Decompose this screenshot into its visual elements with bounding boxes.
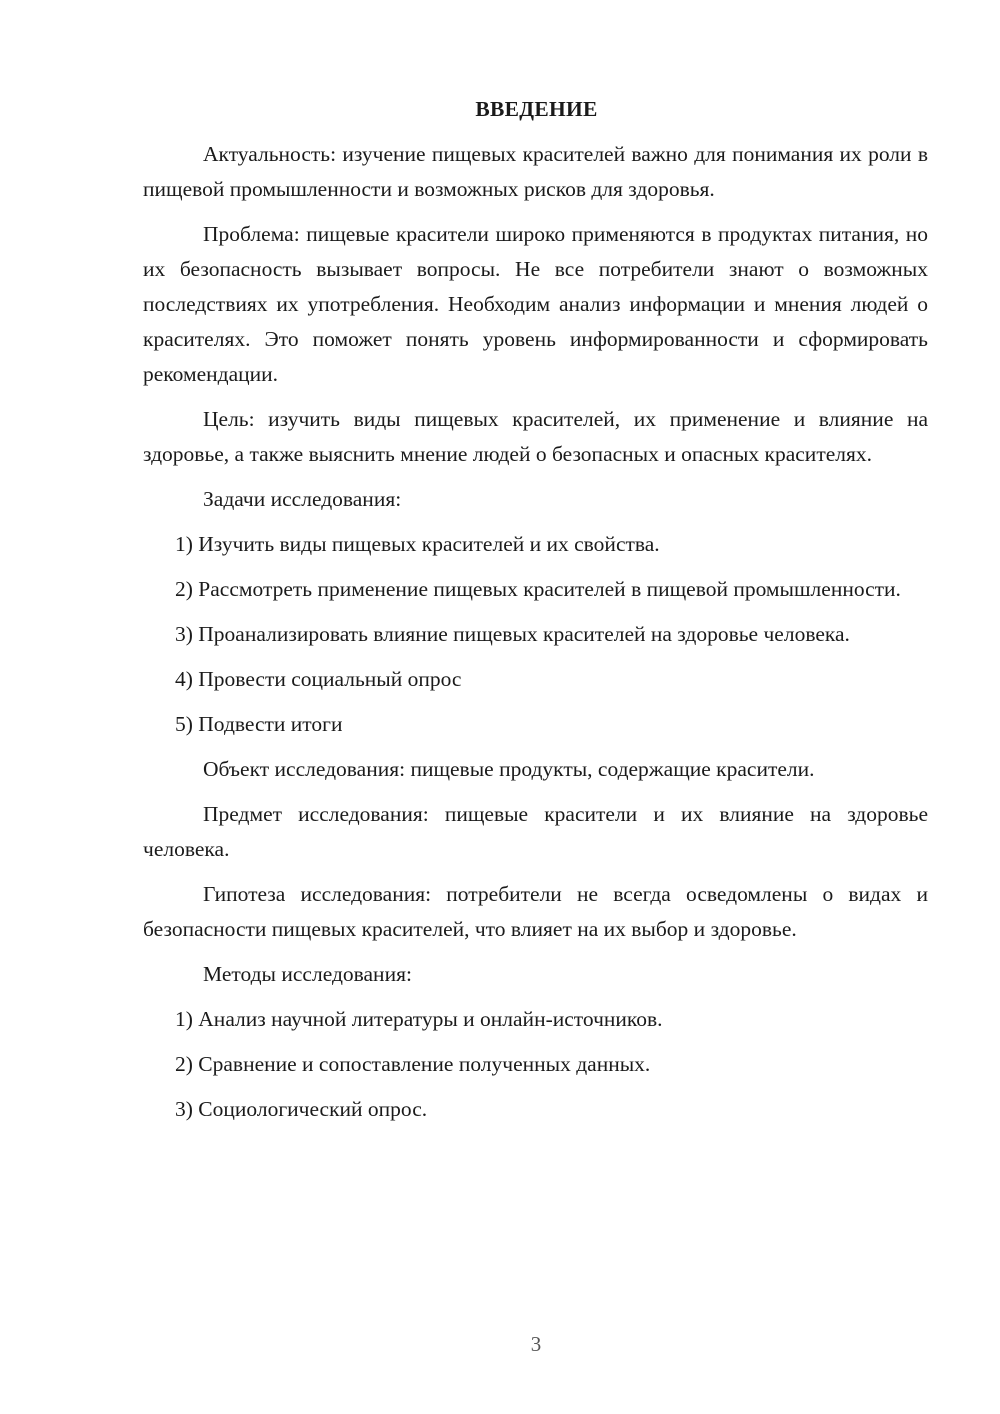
- goal-paragraph: Цель: изучить виды пищевых красителей, их применение и влияние на здоровье, а также выяснить мнение людей о безопасных и опасных красителях.: [143, 407, 928, 466]
- subject-paragraph: Предмет исследования: пищевые красители и их влияние на здоровье человека.: [143, 802, 928, 861]
- method-item: 3) Социологический опрос.: [175, 1097, 428, 1121]
- method-item: 2) Сравнение и сопоставление полученных данных.: [175, 1052, 651, 1076]
- relevance-paragraph: Актуальность: изучение пищевых красителей важно для понимания их роли в пищевой промышленности и возможных рисков для здоровья.: [143, 142, 928, 201]
- section-heading: ВВЕДЕНИЕ: [475, 97, 598, 121]
- methods-heading: Методы исследования:: [203, 962, 412, 986]
- task-item: 4) Провести социальный опрос: [175, 667, 462, 691]
- page-number: 3: [530, 1332, 542, 1356]
- task-item: 5) Подвести итоги: [175, 712, 343, 736]
- problem-paragraph: Проблема: пищевые красители широко применяются в продуктах питания, но их безопасность вызывает вопросы. Не все потребители знают о возможных последствиях их употребления. Необходим анализ информации и мнения людей о красителях. Это поможет понять уровень информированности и сформировать рекомендации.: [143, 222, 928, 386]
- hypothesis-paragraph: Гипотеза исследования: потребители не всегда осведомлены о видах и безопасности пищевых красителей, что влияет на их выбор и здоровье.: [143, 882, 928, 941]
- method-item: 1) Анализ научной литературы и онлайн-источников.: [175, 1007, 663, 1031]
- document-page: [143, 92, 928, 1137]
- task-item: 3) Проанализировать влияние пищевых красителей на здоровье человека.: [175, 622, 850, 646]
- task-item: 1) Изучить виды пищевых красителей и их свойства.: [175, 532, 660, 556]
- object-paragraph: Объект исследования: пищевые продукты, содержащие красители.: [203, 757, 815, 781]
- task-item: 2) Рассмотреть применение пищевых красителей в пищевой промышленности.: [175, 577, 901, 601]
- tasks-heading: Задачи исследования:: [203, 487, 402, 511]
